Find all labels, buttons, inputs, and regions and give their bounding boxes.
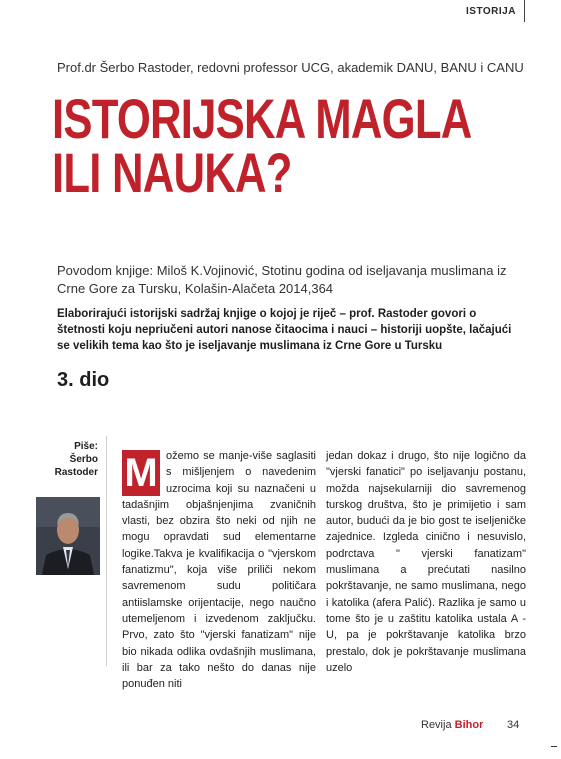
author-photo bbox=[36, 497, 100, 575]
byline-name-first: Šerbo bbox=[69, 454, 98, 465]
article-title bbox=[52, 87, 472, 204]
part-label: 3. dio bbox=[57, 369, 110, 391]
article-title-line-1: ISTORIJSKA MAGLA bbox=[52, 87, 472, 150]
book-reference: Povodom knjige: Miloš K.Vojinović, Stotinu godina od iseljavanja muslimana iz Crne Gore za Tursku, Kolašin-Alačeta 2014,364 bbox=[57, 263, 507, 296]
publication-title: Bihor bbox=[454, 719, 484, 731]
corner-mark bbox=[551, 746, 557, 747]
publication-prefix: Revija bbox=[421, 719, 455, 731]
byline bbox=[52, 440, 98, 479]
drop-cap: M bbox=[122, 450, 160, 496]
byline-label: Piše: bbox=[74, 441, 98, 452]
lead-paragraph: Elaborirajući istorijski sadržaj knjige o kojoj je riječ – prof. Rastoder govori o štetnosti koju nepriučeni autori nanose čitaocima i nauci – historiji uopšte, lačajući se velikih tema kao što je iseljavanje muslimana iz Crne Gore u Tursku bbox=[57, 308, 512, 352]
page-number: 34 bbox=[507, 719, 520, 731]
body-column-1 bbox=[122, 448, 316, 692]
byline-name-last: Rastoder bbox=[54, 467, 98, 478]
body-column-2 bbox=[326, 448, 526, 676]
section-divider bbox=[524, 0, 525, 22]
body-column-1-text: ožemo se manje-više saglasiti s mišljenjem o navedenim uzrocima koji su naznačeni u tadašnjim objašnjenjima zvaničnih vlasti, bez obzira što neki od njih ne mogu opravdati sud elementarne logike.Takva je kvalifikacija o "vjerskom fanatizmu", koja više priliči nekom savremenom sudu političara antiislamske orijentacije, nego naučno utemeljenom i izvedenom zaključku. Prvo, zato što "vjerski fanatizam" nije bio nikada odlika ovdašnjih muslimana, ili bar za tako nešto do danas nije ponuđen niti bbox=[122, 450, 316, 691]
section-tag: ISTORIJA bbox=[466, 6, 516, 17]
column-divider bbox=[106, 436, 107, 666]
publication-name bbox=[421, 719, 483, 731]
article-title-line-2: ILI NAUKA? bbox=[52, 141, 292, 204]
body-column-2-text: jedan dokaz i drugo, što nije logično da "vjerski fanatici" po iseljavanju postanu, možda najsekularniji dio savremenog turskog društva, što je primijetio i sam autor, budući da je bio gost te iseljeničke zajednice. Izgleda cinično i nesuvislo, podrctava " vjerski fanatizam" muslimana a prećutati nasilno pokrštavanje, ne samo muslimana, nego i katolika (afera Palić). Razlika je samo u tome što je u zaštitu katolika ustala A - U, pa je pokrštavanje katolika brzo prestalo, dok je pokrštavanje muslimana uzelo bbox=[326, 450, 526, 674]
author-line: Prof.dr Šerbo Rastoder, redovni professor UCG, akademik DANU, BANU i CANU bbox=[57, 60, 524, 75]
